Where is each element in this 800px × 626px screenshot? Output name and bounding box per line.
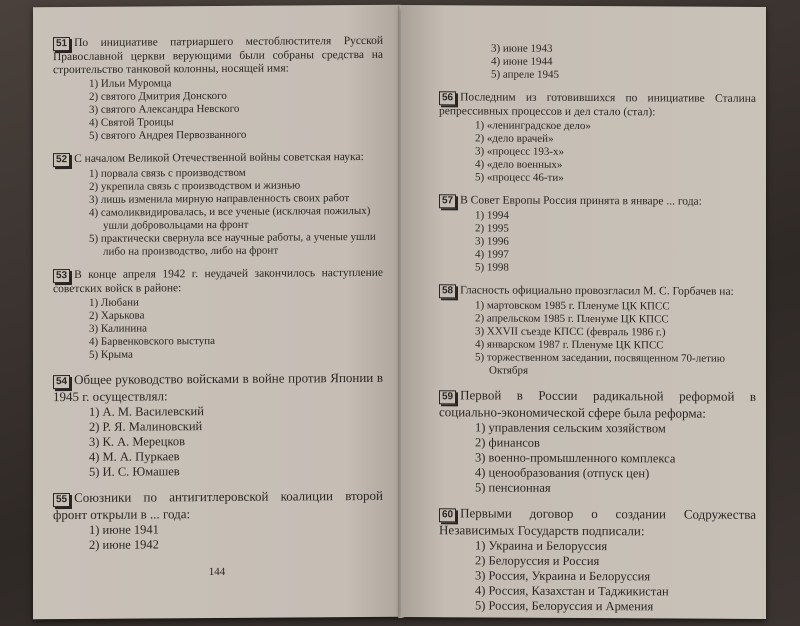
- answer-option: 4) 1997: [475, 248, 509, 261]
- answer-option: 4) ценообразования (отпуск цен): [475, 465, 650, 481]
- question-number-badge: 59: [439, 390, 456, 404]
- answer-option: 3) военно-промышленного комплекса: [475, 450, 676, 466]
- answer-options: [475, 209, 756, 275]
- question-52: [53, 151, 383, 259]
- answer-options: [475, 420, 756, 496]
- question-number-badge: 54: [53, 375, 70, 389]
- answer-option: 1) управления сельским хозяйством: [475, 420, 666, 436]
- question-number-badge: 57: [439, 194, 456, 208]
- left-page-content: [53, 35, 383, 563]
- answer-option: 4) Россия, Казахстан и Таджикистан: [475, 583, 669, 599]
- answer-option: 3) святого Александра Невского: [89, 102, 240, 116]
- question-text: [53, 370, 383, 404]
- answer-option: 3) XXVII съезде КПСС (февраль 1986 г.): [475, 325, 666, 339]
- question-number-badge: 60: [439, 508, 456, 522]
- question-text: [53, 151, 383, 167]
- answer-option: 3) лишь изменила мирную направленность своих работ: [89, 192, 350, 206]
- answer-option: 5) апреле 1945: [491, 68, 560, 81]
- answer-option: 1) Украина и Белоруссия: [475, 538, 608, 554]
- question-prompt: Первыми договор о создании Содружества Независимых Государств подписали:: [439, 505, 756, 539]
- answer-option: 1) 1994: [475, 209, 509, 222]
- answer-option: 3) «процесс 193-х»: [475, 145, 565, 158]
- question-number-badge: 51: [53, 37, 70, 51]
- question-text: [439, 505, 756, 539]
- answer-option: 2) Р. Я. Малиновский: [89, 419, 203, 434]
- question-54: [53, 370, 383, 480]
- right-page-content: [439, 41, 756, 619]
- question-prompt: Последним из готовившихся по инициативе Сталина репрессивных процессов и дел стало (стал):: [439, 91, 756, 119]
- answer-option: 5) практически свернула все научные работы, а ученые ушли либо на производство, либо на фронт: [89, 230, 376, 258]
- question-number-badge: 53: [53, 269, 70, 283]
- answer-option: 3) 1996: [475, 235, 509, 248]
- question-51: [53, 35, 383, 143]
- answer-option: 4) М. А. Пуркаев: [89, 449, 180, 464]
- question-53: [53, 267, 383, 362]
- answer-option: 5) «процесс 46-ти»: [475, 171, 564, 184]
- answer-option: 1) А. М. Василевский: [89, 404, 204, 419]
- answer-option: 4) январском 1987 г. Пленуме ЦК КПСС: [475, 338, 664, 352]
- answer-option: 2) июне 1942: [89, 537, 159, 552]
- question-56: [439, 91, 756, 186]
- question-text: [439, 387, 756, 421]
- answer-option: 4) июне 1944: [491, 55, 553, 68]
- answer-option: 1) мартовском 1985 г. Пленуме ЦК КПСС: [475, 299, 670, 313]
- question-57: [439, 194, 756, 276]
- answer-options: [89, 76, 383, 143]
- answer-option: 2) Белоруссия и Россия: [475, 553, 600, 569]
- answer-options: [475, 299, 756, 378]
- answer-option: 3) июне 1943: [491, 42, 553, 55]
- answer-option: 3) Калинина: [89, 322, 148, 335]
- question-number-badge: 58: [439, 284, 456, 298]
- answer-option: 2) Харькова: [89, 309, 145, 322]
- question-prompt: По инициативе патриаршего местоблюстителя Русской Православной церкви верующими были собраны средства на строительство танковой колонны, носящей имя:: [53, 34, 383, 77]
- left-page: [33, 5, 401, 620]
- question-number-badge: 52: [53, 153, 70, 167]
- answer-option: 1) Любани: [89, 296, 139, 309]
- answer-option: 5) 1998: [475, 261, 509, 274]
- answer-option: 2) укрепила связь с производством и жизнью: [89, 179, 301, 193]
- answer-option: 2) святого Дмитрия Донского: [89, 89, 227, 103]
- answer-options: [89, 403, 383, 480]
- answer-option: 5) Россия, Белоруссия и Армения: [475, 598, 654, 614]
- answer-options: [89, 295, 383, 362]
- question-prompt: Гласность официально провозгласил М. С. Горбачев на:: [460, 284, 734, 298]
- answer-options: [89, 521, 383, 553]
- answer-option: 1) Ильи Муромца: [89, 77, 172, 90]
- answer-option: 2) «дело врачей»: [475, 132, 554, 145]
- answer-option: 4) Святой Троицы: [89, 116, 174, 129]
- answer-option: 4) Барвенковского выступа: [89, 335, 215, 348]
- answer-option: 2) финансов: [475, 435, 540, 450]
- question-prompt: Союзники по антигитлеровской коалиции второй фронт открыли в ... года:: [53, 487, 383, 523]
- question-prompt: С началом Великой Отечественной войны советская наука:: [74, 150, 364, 165]
- question-58: [439, 284, 756, 379]
- answer-option: 5) святого Андрея Первозванного: [89, 128, 247, 142]
- question-text: [53, 488, 383, 522]
- question-59: [439, 387, 756, 497]
- question-prompt: Первой в России радикальной реформой в социально-экономической сфере была реформа:: [439, 387, 756, 421]
- right-page: [401, 5, 766, 619]
- question-text: [53, 267, 383, 296]
- answer-option: 2) апрельском 1985 г. Пленуме ЦК КПСС: [475, 312, 669, 326]
- question-prompt: В конце апреля 1942 г. неудачей закончилось наступление советских войск в районе:: [53, 266, 383, 296]
- answer-option: 1) июне 1941: [89, 522, 159, 537]
- answer-option: 1) «ленинградское дело»: [475, 119, 591, 133]
- answer-option: 4) «дело военных»: [475, 158, 563, 171]
- answer-option: 5) Крыма: [89, 348, 133, 361]
- answer-option: 3) К. А. Мерецков: [89, 434, 185, 449]
- question-text: [439, 194, 756, 210]
- question-number-badge: 55: [53, 493, 70, 507]
- question-text: [439, 284, 756, 300]
- answer-options: [89, 166, 383, 259]
- answer-option: 2) 1995: [475, 222, 509, 235]
- answer-option: 5) пенсионная: [475, 480, 551, 495]
- question-text: [53, 35, 383, 77]
- answer-options: [475, 538, 756, 614]
- continued-options: [491, 43, 756, 83]
- page-number: 144: [208, 565, 226, 579]
- answer-option: 5) торжественном заседании, посвященном 70-летию Октября: [475, 351, 726, 377]
- question-60: [439, 505, 756, 615]
- question-prompt: В Совет Европы Россия принята в январе ... года:: [460, 194, 702, 208]
- answer-option: 1) порвала связь с производством: [89, 166, 246, 180]
- answer-option: 5) И. С. Юмашев: [89, 464, 180, 479]
- answer-option: 3) Россия, Украина и Белоруссия: [475, 568, 651, 584]
- question-number-badge: 56: [439, 91, 456, 105]
- question-prompt: Общее руководство войсками в войне против Японии в 1945 г. осуществлял:: [53, 369, 383, 405]
- question-55: [53, 488, 383, 553]
- answer-option: 4) самоликвидировалась, и все ученые (исключая пожилых) ушли добровольцами на фронт: [89, 204, 371, 232]
- answer-options: [475, 119, 756, 185]
- question-text: [439, 91, 756, 120]
